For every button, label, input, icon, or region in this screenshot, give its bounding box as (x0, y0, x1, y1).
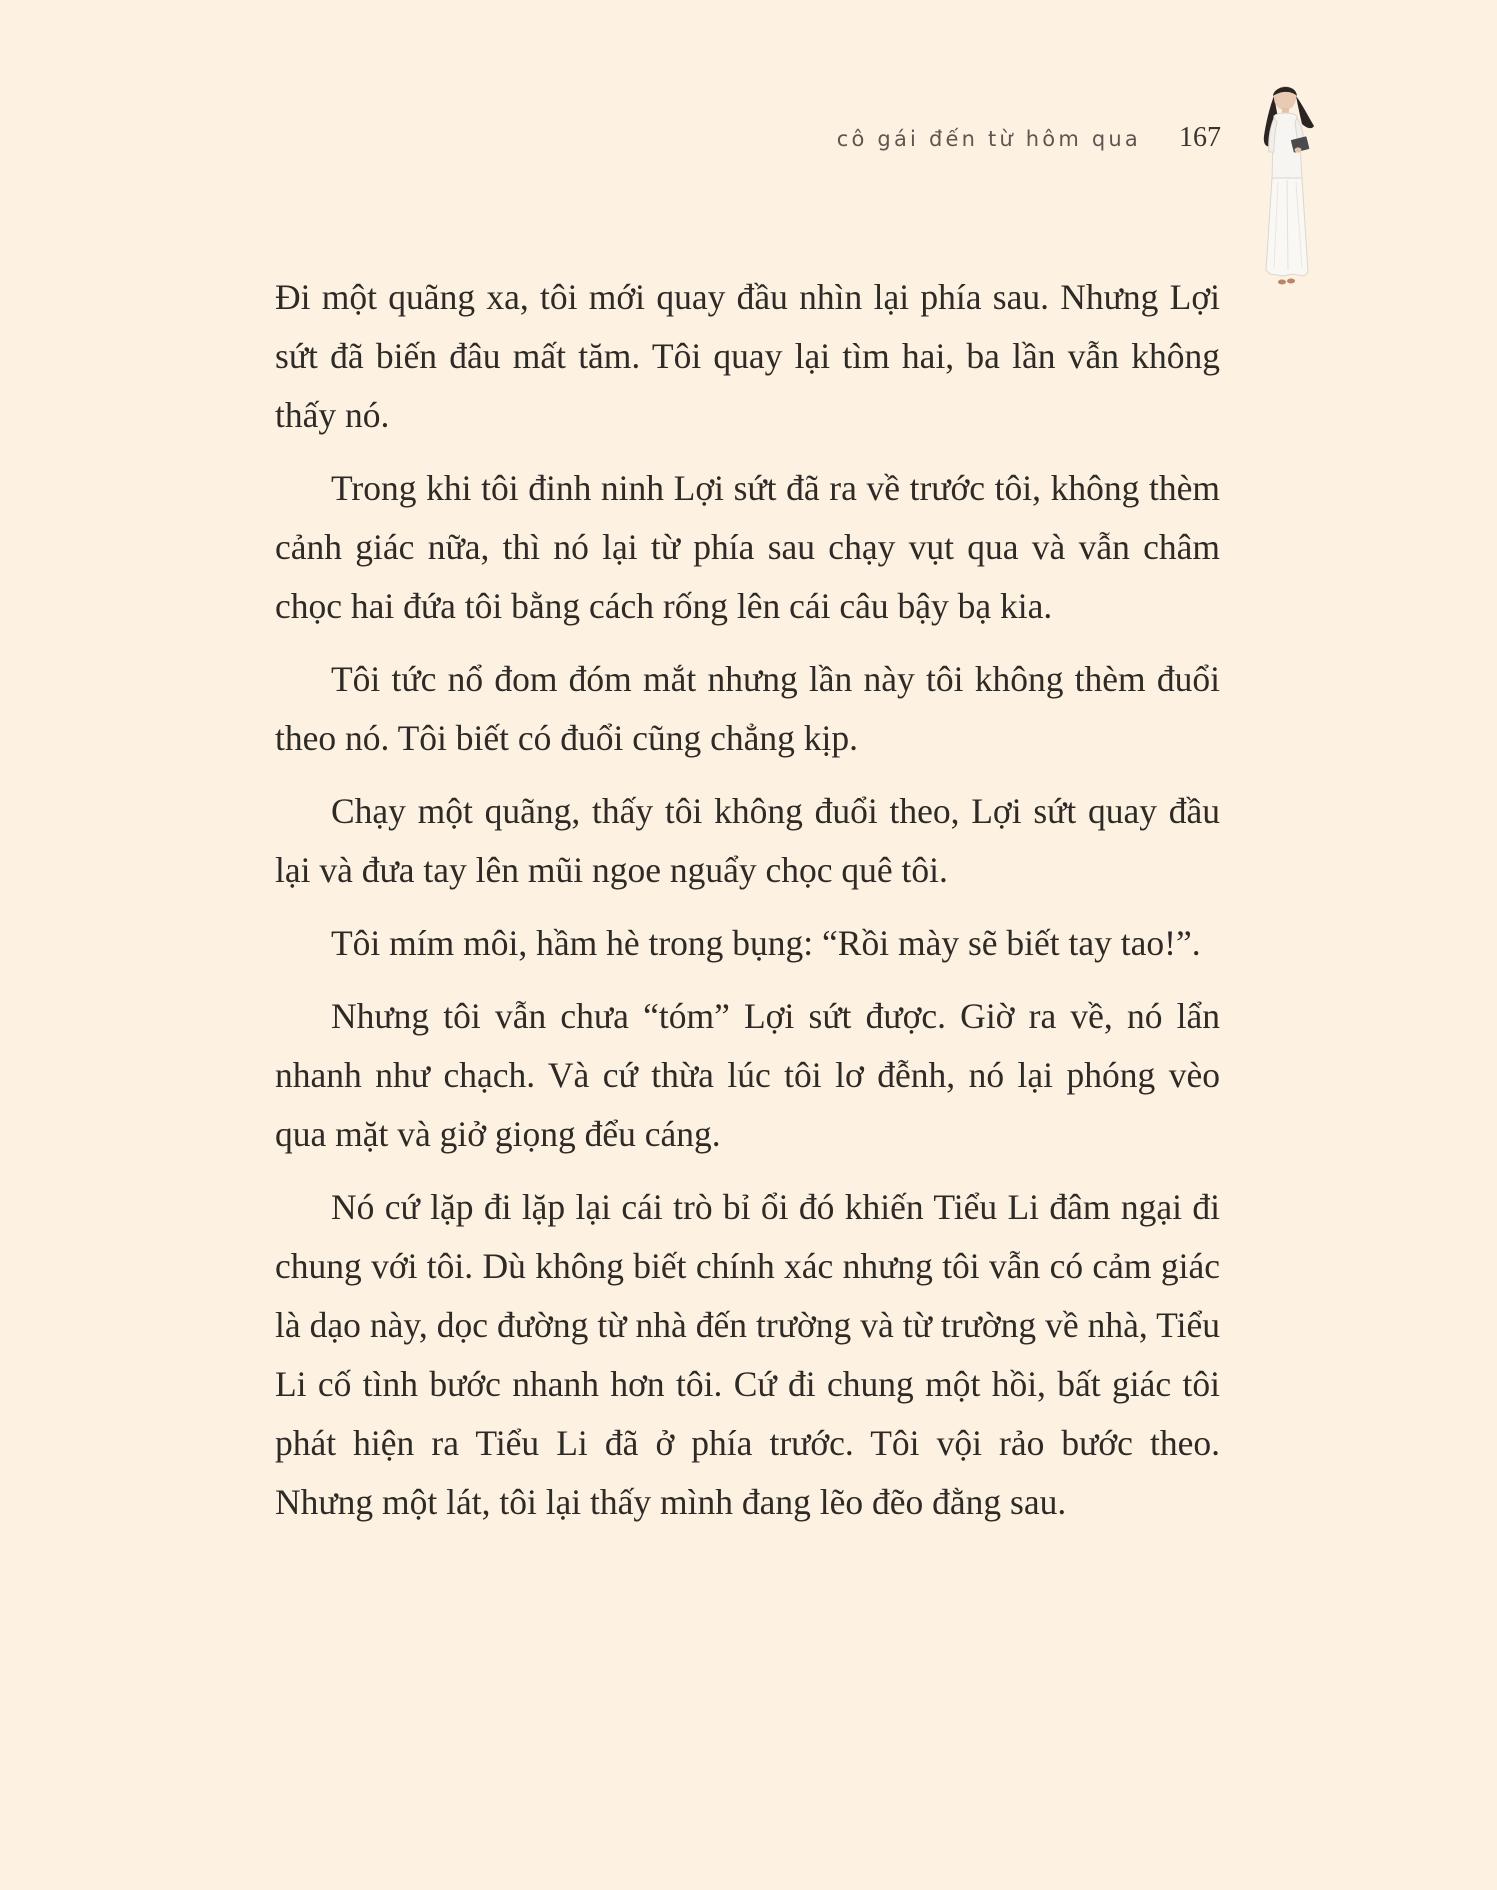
body-text (275, 268, 1220, 1546)
paragraph: Nhưng tôi vẫn chưa “tóm” Lợi sứt được. Giờ ra về, nó lẩn nhanh như chạch. Và cứ thừa lúc tôi lơ đễnh, nó lại phóng vèo qua mặt và giở giọng đểu cáng. (275, 996, 1220, 1154)
running-head (837, 122, 1221, 162)
page-number: 167 (1179, 122, 1221, 153)
paragraph: Chạy một quãng, thấy tôi không đuổi theo, Lợi sứt quay đầu lại và đưa tay lên mũi ngoe nguẩy chọc quê tôi. (275, 791, 1220, 890)
paragraph: Đi một quãng xa, tôi mới quay đầu nhìn lại phía sau. Nhưng Lợi sứt đã biến đâu mất tăm. Tôi quay lại tìm hai, ba lần vẫn không thấy nó. (275, 277, 1220, 435)
paragraph: Trong khi tôi đinh ninh Lợi sứt đã ra về trước tôi, không thèm cảnh giác nữa, thì nó lại từ phía sau chạy vụt qua và vẫn châm chọc hai đứa tôi bằng cách rống lên cái câu bậy bạ kia. (275, 468, 1220, 626)
paragraph: Nó cứ lặp đi lặp lại cái trò bỉ ổi đó khiến Tiểu Li đâm ngại đi chung với tôi. Dù không biết chính xác nhưng tôi vẫn có cảm giác là dạo này, dọc đường từ nhà đến trường và từ trường về nhà, Tiểu Li cố tình bước nhanh hơn tôi. Cứ đi chung một hồi, bất giác tôi phát hiện ra Tiểu Li đã ở phía trước. Tôi vội rảo bước theo. Nhưng một lát, tôi lại thấy mình đang lẽo đẽo đằng sau. (275, 1187, 1220, 1522)
book-title: cô gái đến từ hôm qua (836, 127, 1141, 151)
paragraph: Tôi tức nổ đom đóm mắt nhưng lần này tôi không thèm đuổi theo nó. Tôi biết có đuổi cũng chẳng kịp. (275, 659, 1220, 758)
paragraph: Tôi mím môi, hầm hè trong bụng: “Rồi mày sẽ biết tay tao!”. (331, 923, 1201, 963)
girl-in-ao-dai-illustration (1252, 82, 1324, 296)
